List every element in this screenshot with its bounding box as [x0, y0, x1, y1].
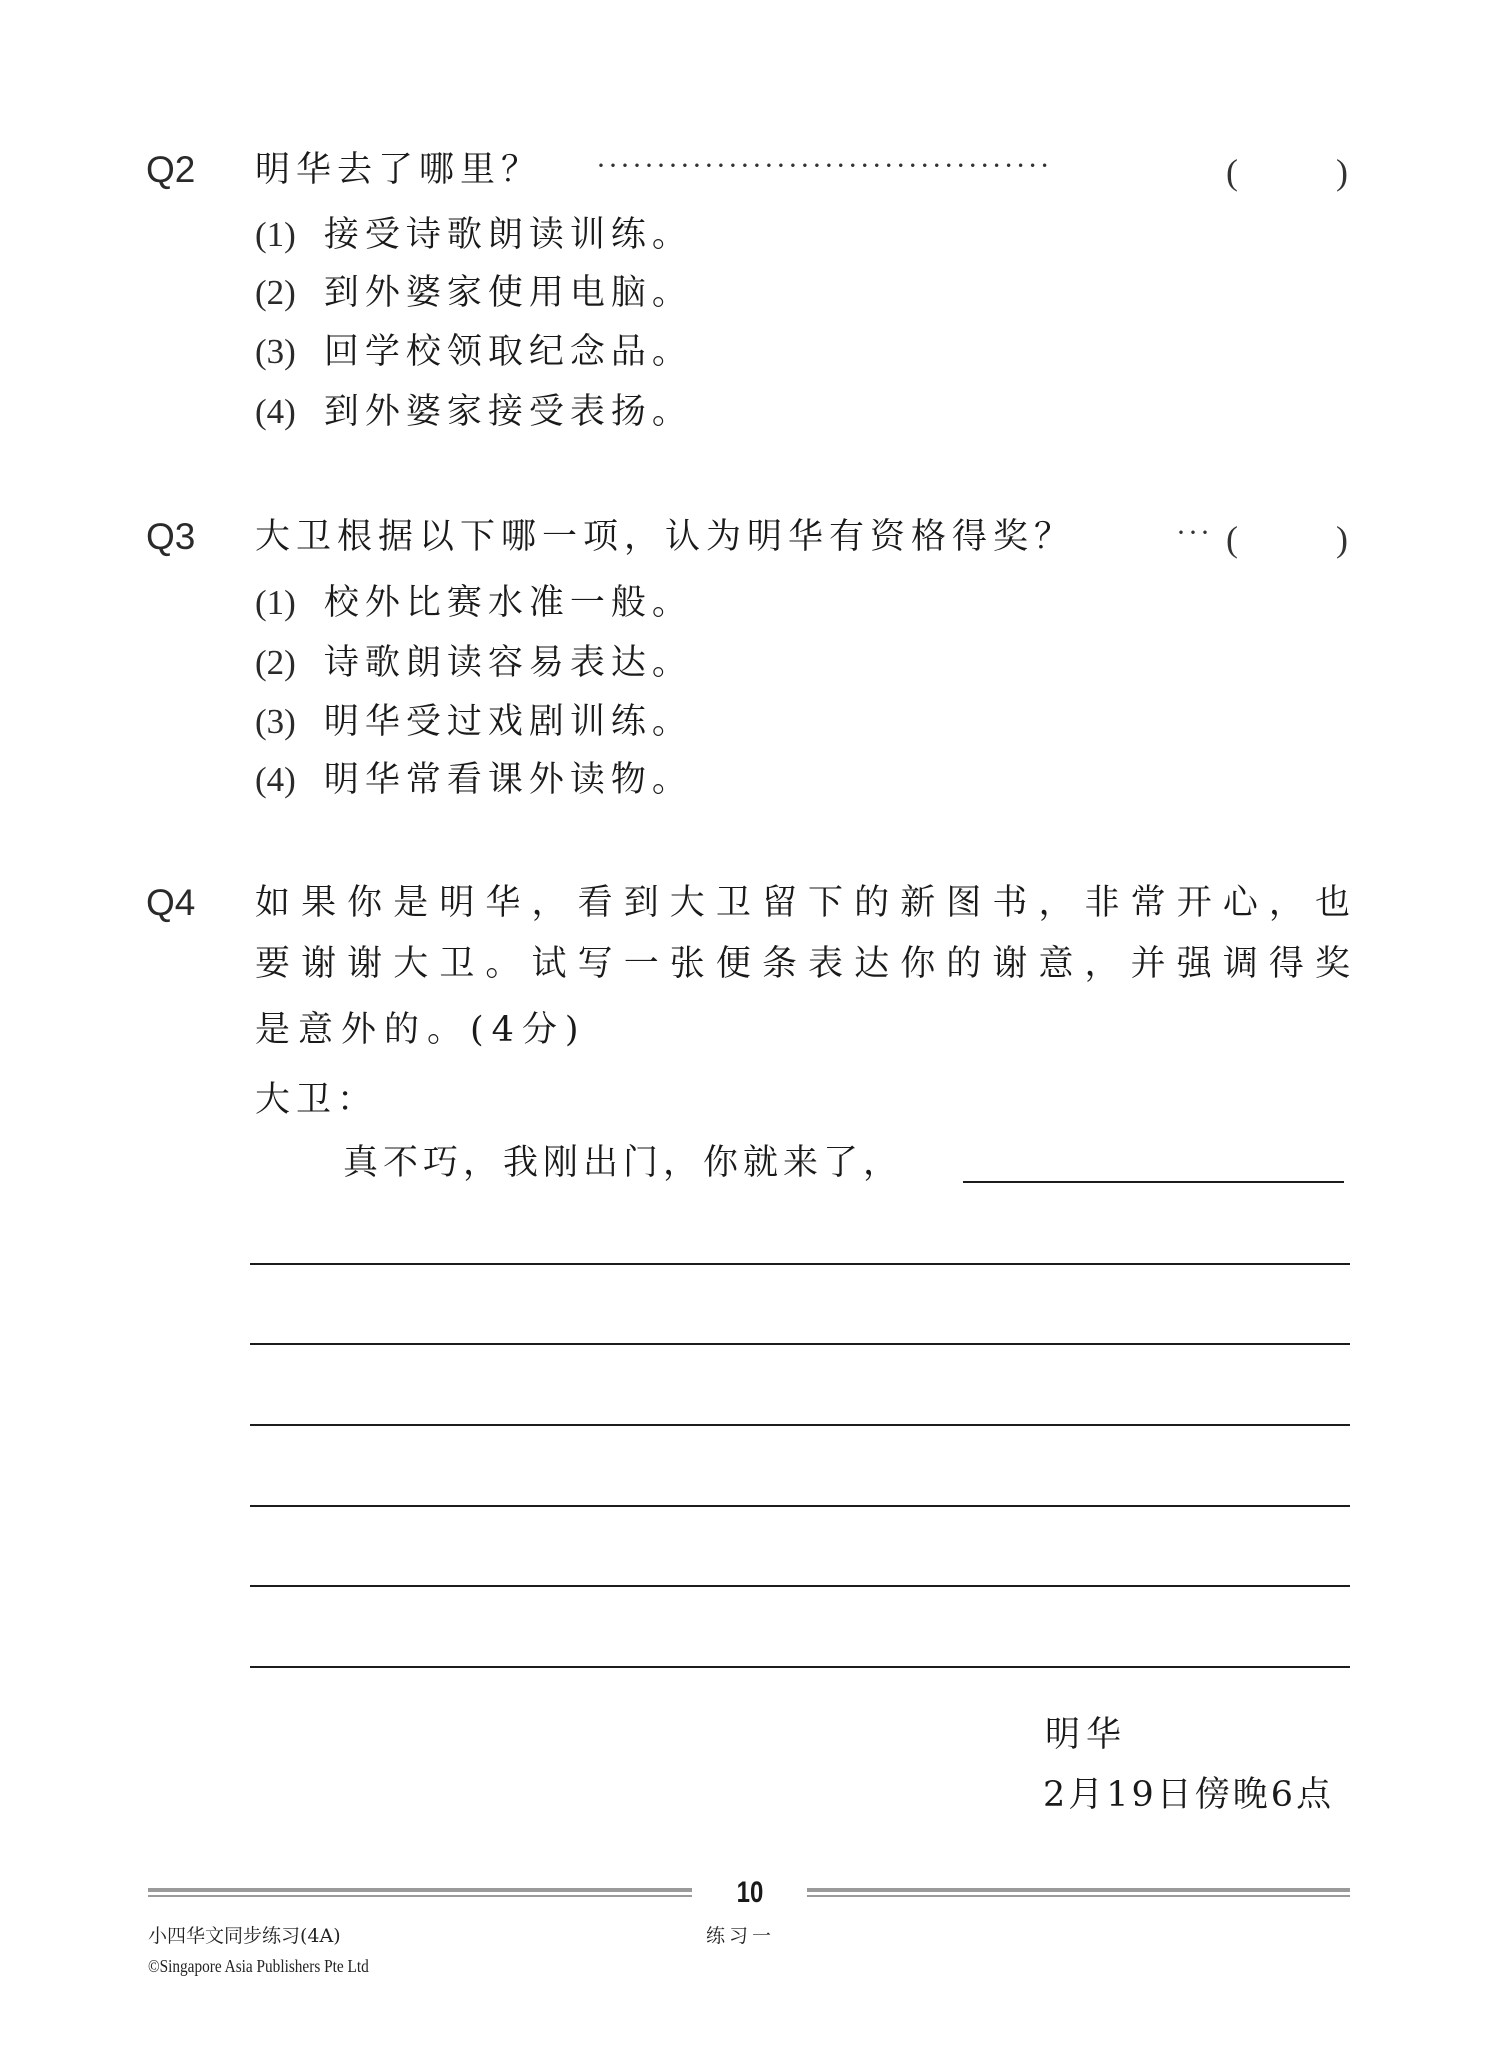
option	[255, 702, 693, 742]
answer-box-q2[interactable]	[1245, 152, 1335, 192]
option-text: 明华常看课外读物。	[323, 760, 693, 800]
writing-line[interactable]	[250, 1263, 1350, 1265]
question-text-q4-line3: 是意外的。(4分)	[255, 1010, 587, 1050]
writing-line[interactable]	[250, 1666, 1350, 1668]
option	[255, 215, 693, 255]
option-text: 到外婆家使用电脑。	[323, 273, 693, 313]
option-text: 到外婆家接受表扬。	[323, 392, 693, 432]
footer-section: 练习一	[706, 1925, 776, 1947]
footer-rule-right	[807, 1888, 1350, 1898]
note-opening-text: 真不巧，我刚出门，你就来了，	[343, 1143, 904, 1183]
note-signature: 明华	[1045, 1715, 1128, 1755]
answer-bracket-open: (	[1226, 519, 1238, 559]
answer-box-q3[interactable]	[1245, 519, 1335, 559]
option	[255, 392, 693, 432]
option-number: (2)	[255, 273, 296, 312]
option-number: (1)	[255, 583, 296, 622]
writing-line-short[interactable]	[963, 1181, 1344, 1183]
option	[255, 643, 693, 683]
answer-bracket-close: )	[1336, 152, 1348, 192]
question-text-q3: 大卫根据以下哪一项，认为明华有资格得奖？	[255, 517, 1076, 557]
question-text-q4-line1: 如果你是明华，看到大卫留下的新图书，非常开心，也	[255, 883, 1350, 923]
answer-leader-dots: ···	[1176, 516, 1212, 549]
option-number: (3)	[255, 332, 296, 371]
question-label-q2: Q2	[146, 149, 196, 190]
option-text: 校外比赛水准一般。	[323, 583, 693, 623]
option-text: 接受诗歌朗读训练。	[323, 215, 693, 255]
writing-line[interactable]	[250, 1505, 1350, 1507]
option	[255, 332, 693, 372]
option-text: 回学校领取纪念品。	[323, 332, 693, 372]
option	[255, 273, 693, 313]
option-number: (1)	[255, 215, 296, 254]
question-label-q4: Q4	[146, 882, 196, 923]
option	[255, 583, 693, 623]
answer-leader-dots: ······································	[596, 149, 1052, 182]
footer-rule-left	[148, 1888, 692, 1898]
writing-line[interactable]	[250, 1585, 1350, 1587]
option-number: (4)	[255, 760, 296, 799]
writing-line[interactable]	[250, 1424, 1350, 1426]
answer-bracket-close: )	[1336, 519, 1348, 559]
answer-bracket-open: (	[1226, 152, 1238, 192]
note-date: 2月19日傍晚6点	[1043, 1775, 1335, 1815]
option-text: 诗歌朗读容易表达。	[323, 643, 693, 683]
question-text-q2: 明华去了哪里？	[255, 150, 543, 190]
option-text: 明华受过戏剧训练。	[323, 702, 693, 742]
note-salutation: 大卫：	[255, 1080, 379, 1120]
writing-line[interactable]	[250, 1343, 1350, 1345]
page-number: 10	[736, 1876, 764, 1909]
option	[255, 760, 693, 800]
option-number: (2)	[255, 643, 296, 682]
question-text-q4-line2: 要谢谢大卫。试写一张便条表达你的谢意，并强调得奖	[255, 944, 1350, 984]
footer-book-title: 小四华文同步练习(4A)	[148, 1925, 341, 1947]
option-number: (4)	[255, 392, 296, 431]
footer-copyright: ©Singapore Asia Publishers Pte Ltd	[148, 1956, 369, 1976]
question-label-q3: Q3	[146, 516, 196, 557]
option-number: (3)	[255, 702, 296, 741]
